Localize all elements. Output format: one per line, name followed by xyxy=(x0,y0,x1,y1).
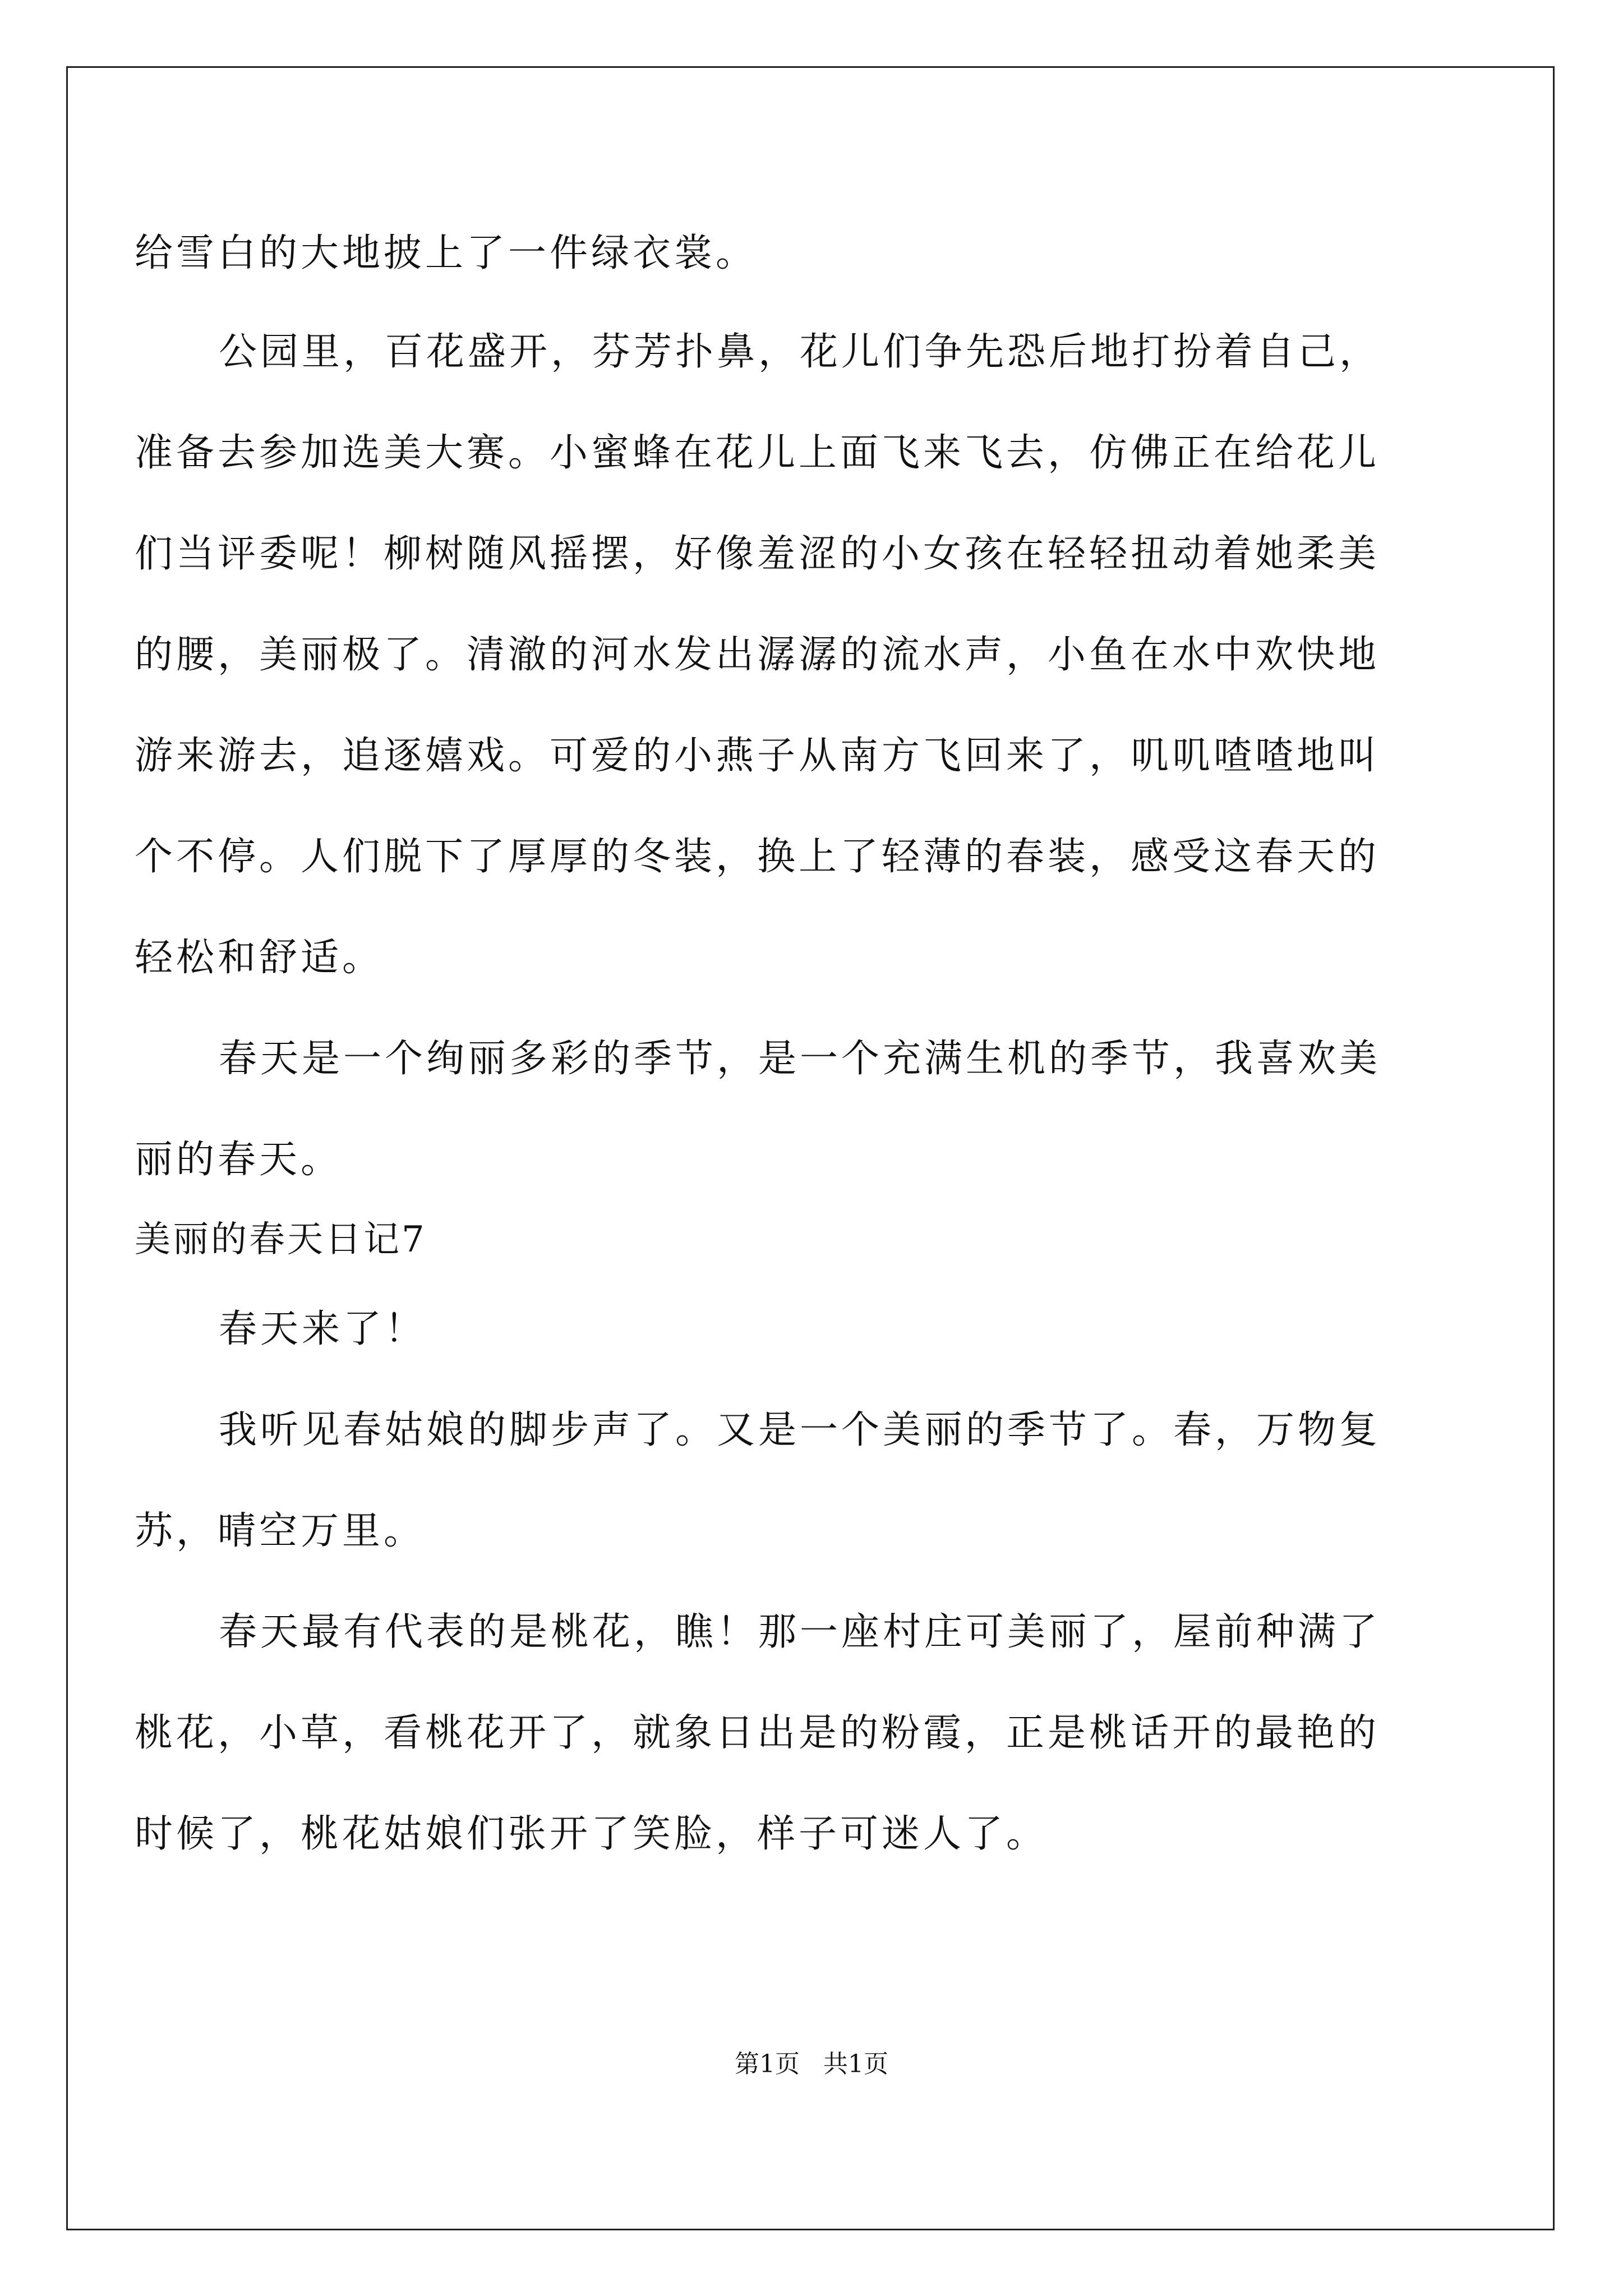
text-line: 个不停。人们脱下了厚厚的冬装，换上了轻薄的春装，感受这春天的 xyxy=(135,835,1380,879)
text-line: 时候了，桃花姑娘们张开了笑脸，样子可迷人了。 xyxy=(135,1812,1048,1856)
text-line: 苏，晴空万里。 xyxy=(135,1509,426,1553)
section-heading: 美丽的春天日记7 xyxy=(135,1219,427,1260)
paragraph-start-line: 我听见春姑娘的脚步声了。又是一个美丽的季节了。春，万物复 xyxy=(219,1408,1381,1452)
text-line: 轻松和舒适。 xyxy=(135,936,384,980)
paragraph-start-line: 春天是一个绚丽多彩的季节，是一个充满生机的季节，我喜欢美 xyxy=(219,1037,1381,1081)
text-line: 的腰，美丽极了。清澈的河水发出潺潺的流水声，小鱼在水中欢快地 xyxy=(135,633,1380,677)
page-footer: 第1页 共1页 xyxy=(735,2050,888,2078)
text-line: 丽的春天。 xyxy=(135,1138,343,1182)
paragraph-start-line: 公园里，百花盛开，芬芳扑鼻，花儿们争先恐后地打扮着自己， xyxy=(219,330,1381,374)
text-line: 给雪白的大地披上了一件绿衣裳。 xyxy=(135,231,758,275)
text-line: 游来游去，追逐嬉戏。可爱的小燕子从南方飞回来了，叽叽喳喳地叫 xyxy=(135,734,1380,778)
text-line: 桃花，小草，看桃花开了，就象日出是的粉霞，正是桃话开的最艳的 xyxy=(135,1711,1380,1755)
paragraph-start-line: 春天最有代表的是桃花，瞧！那一座村庄可美丽了，屋前种满了 xyxy=(219,1610,1381,1654)
text-line: 们当评委呢！柳树随风摇摆，好像羞涩的小女孩在轻轻扭动着她柔美 xyxy=(135,532,1380,576)
text-line: 准备去参加选美大赛。小蜜蜂在花儿上面飞来飞去，仿佛正在给花儿 xyxy=(135,431,1380,475)
paragraph-start-line: 春天来了！ xyxy=(219,1307,427,1351)
